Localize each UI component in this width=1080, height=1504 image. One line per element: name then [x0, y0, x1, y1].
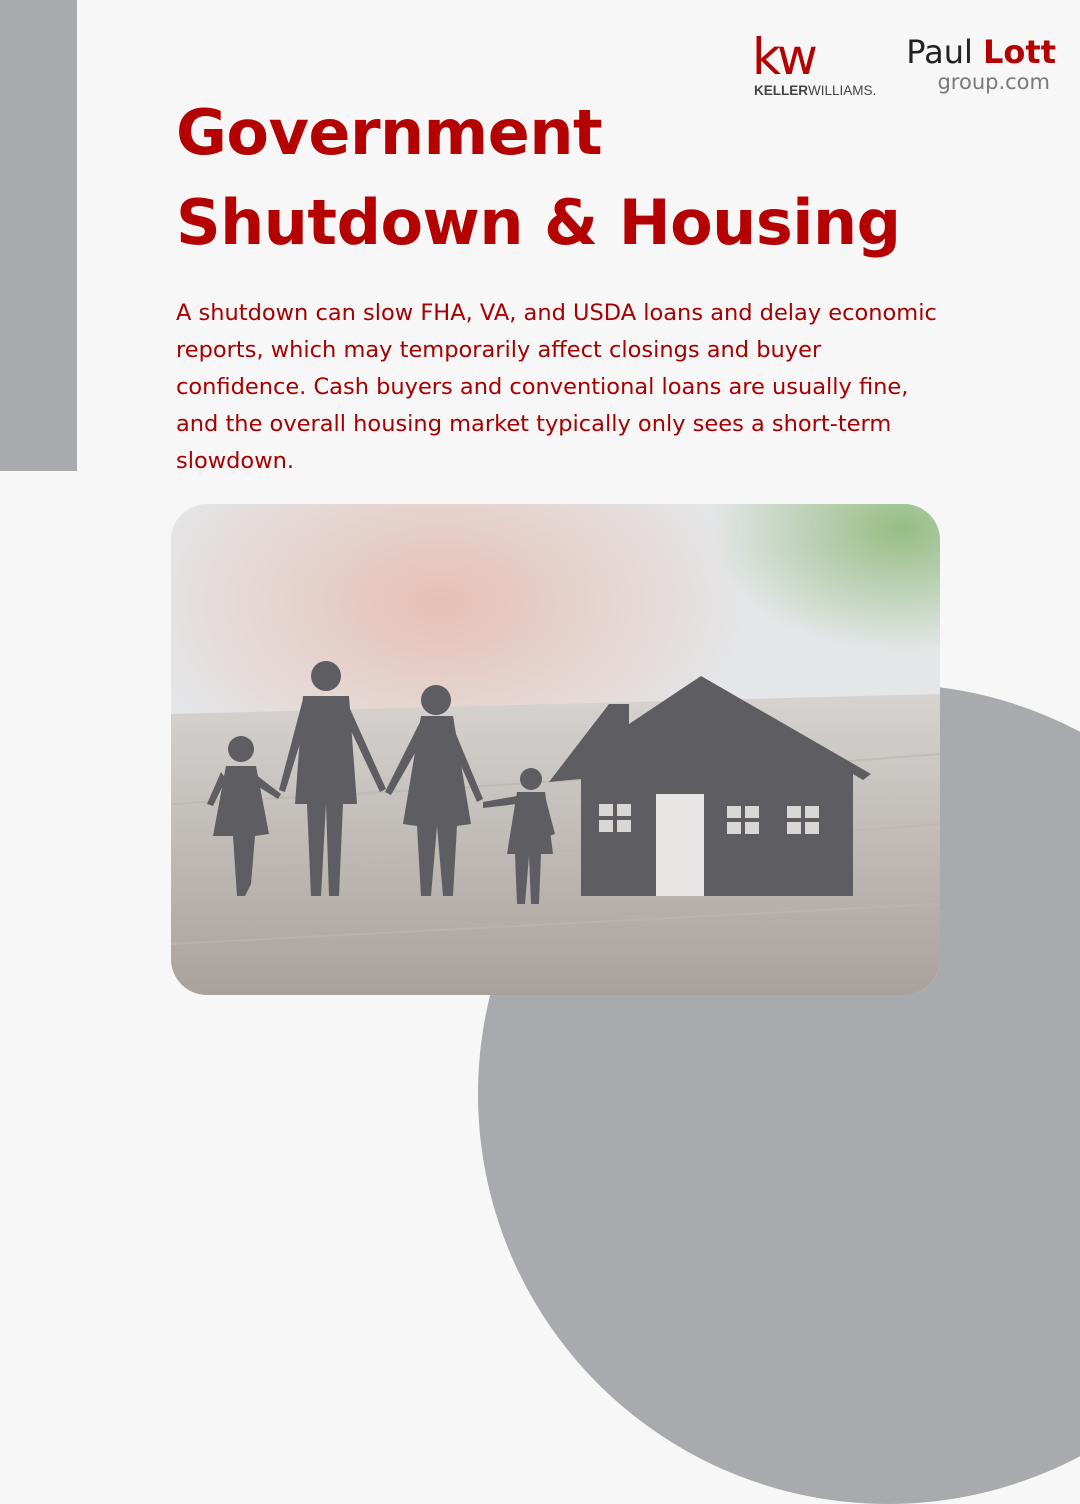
kw-name-second: WILLIAMS. — [808, 83, 877, 98]
kw-name-first: KELLER — [754, 83, 808, 98]
plg-top — [876, 34, 1056, 70]
body-text: A shutdown can slow FHA, VA, and USDA loans and delay economic reports, which may temporarily affect closings and buyer confidence. Cash buyers and conventional loans are usually fine, and the overall housing market typically only sees a short-term slowdown. — [176, 300, 937, 474]
plg-lott: Lott — [983, 33, 1056, 71]
kw-mark: kw — [752, 28, 814, 86]
paul-lott-group-logo — [876, 34, 1056, 94]
family-house-illustration — [171, 504, 940, 995]
headline-line-1: Government — [176, 96, 603, 169]
family-house-photo — [171, 504, 940, 995]
headline — [176, 88, 976, 268]
plg-paul: Paul — [906, 33, 984, 71]
plg-domain: group.com — [937, 70, 1050, 94]
headline-line-2: Shutdown & Housing — [176, 186, 901, 259]
left-accent-bar — [0, 0, 77, 471]
keller-williams-logo — [752, 28, 892, 98]
